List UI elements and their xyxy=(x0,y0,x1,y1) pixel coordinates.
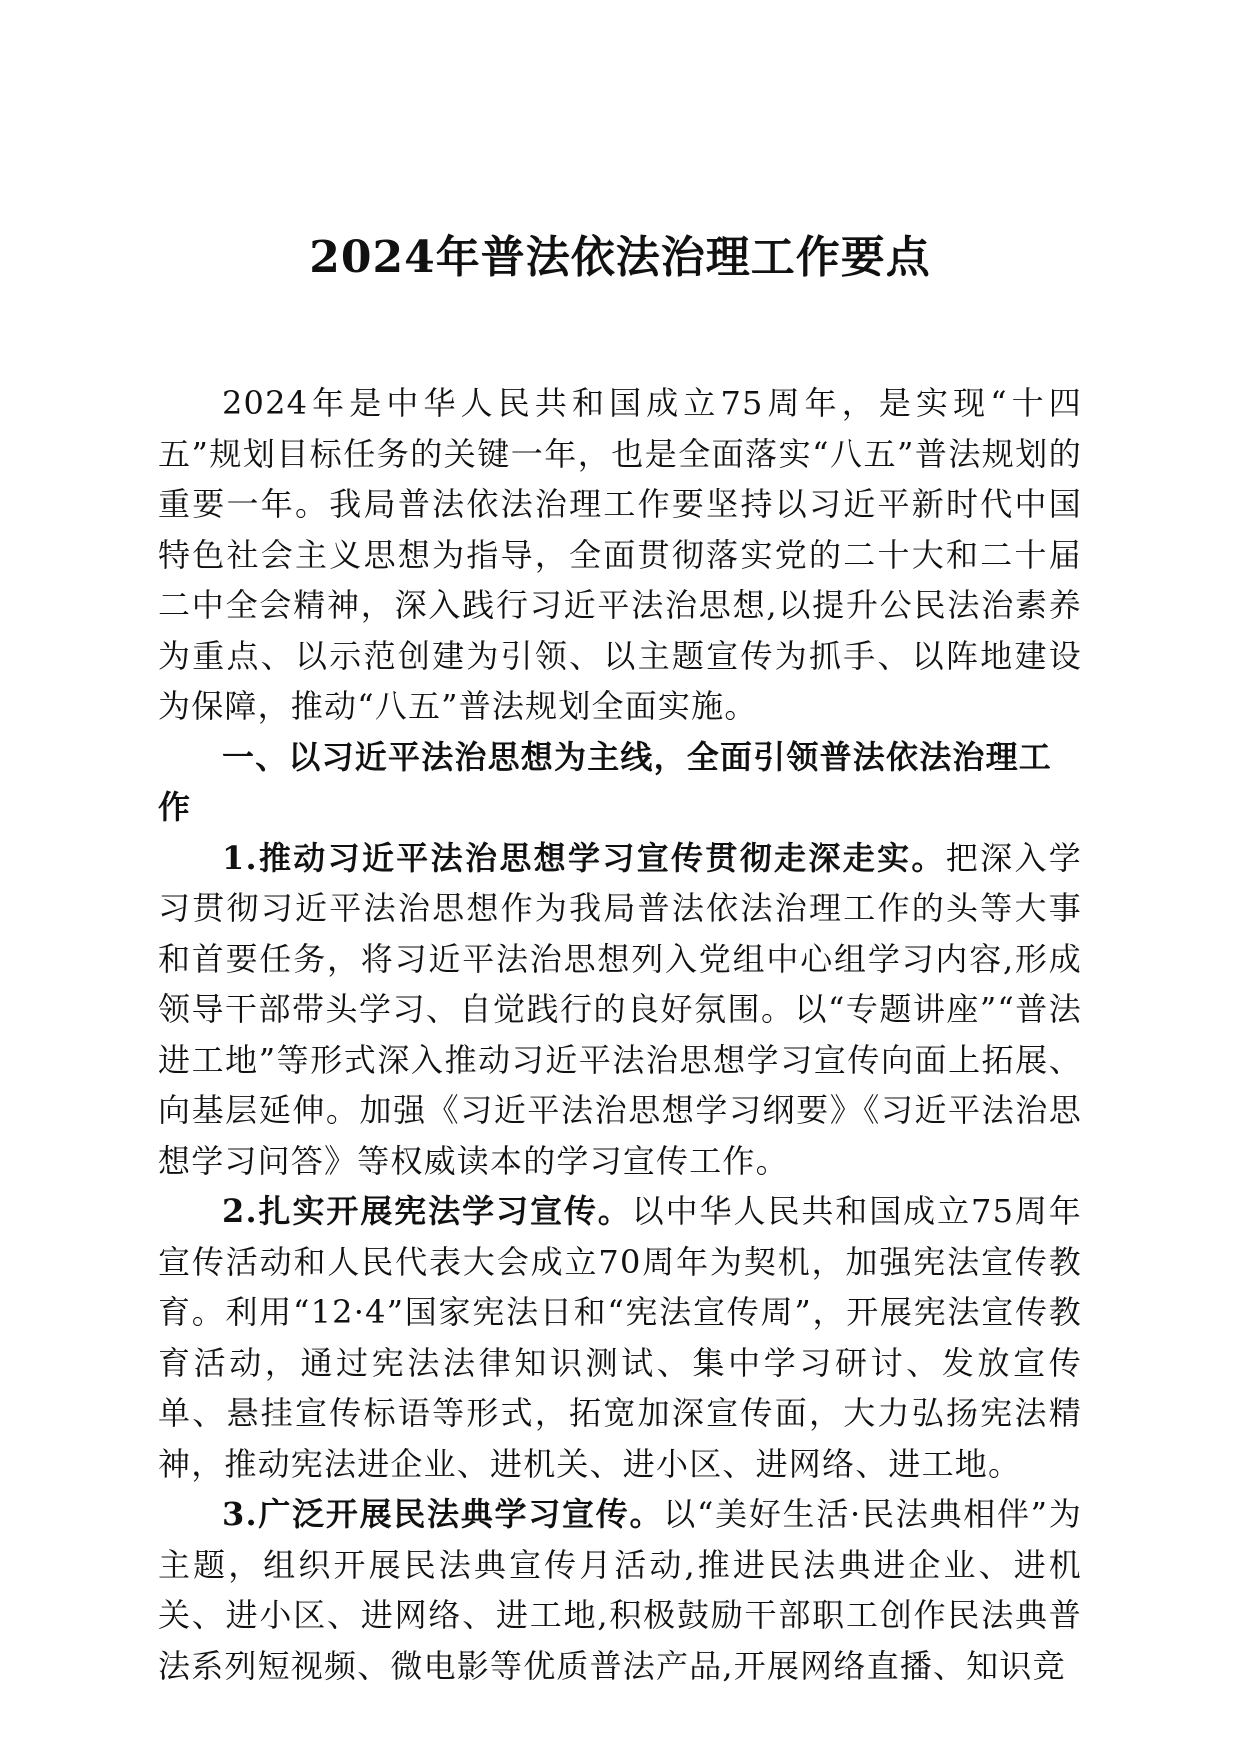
section-heading: 一、以习近平法治思想为主线，全面引领普法依法治理工作 xyxy=(158,737,1053,826)
item-body: 以中华人民共和国成立75周年宣传活动和人民代表大会成立70周年为契机，加强宪法宣传教育。利用“12·4”国家宪法日和“宪法宣传周”，开展宪法宣传教育活动，通过宪法法律知识测试、集中学习研讨、发放宣传单、悬挂宣传标语等形式，拓宽加深宣传面，大力弘扬宪法精神，推动宪法进企业、进机关、进小区、进网络、进工地。 xyxy=(158,1192,1082,1483)
document-title: 2024年普法依法治理工作要点 xyxy=(309,232,931,283)
item-lead: 1.推动习近平法治思想学习宣传贯彻走深走实。 xyxy=(222,838,946,877)
item-body: 以“美好生活·民法典相伴”为主题，组织开展民法典宣传月活动,推进民法典进企业、进机关、进小区、进网络、进工地,积极鼓励干部职工创作民法典普法系列短视频、微电影等优质普法产品,开展网络直播、知识竞 xyxy=(158,1495,1082,1685)
item-lead: 2.扎实开展宪法学习宣传。 xyxy=(222,1192,632,1230)
item-lead: 3.广泛开展民法典学习宣传。 xyxy=(222,1495,664,1533)
item-paragraph xyxy=(158,833,1082,1187)
item-paragraph xyxy=(158,1186,1082,1489)
intro-paragraph: 2024年是中华人民共和国成立75周年，是实现“十四五”规划目标任务的关键一年，也是全面落实“八五”普法规划的重要一年。我局普法依法治理工作要坚持以习近平新时代中国特色社会主义思想为指导，全面贯彻落实党的二十大和二十届二中全会精神，深入践行习近平法治思想,以提升公民法治素养为重点、以示范创建为引领、以主题宣传为抓手、以阵地建设为保障，推动“八五”普法规划全面实施。 xyxy=(158,384,1082,725)
item-body: 把深入学习贯彻习近平法治思想作为我局普法依法治理工作的头等大事和首要任务，将习近平法治思想列入党组中心组学习内容,形成领导干部带头学习、自觉践行的良好氛围。以“专题讲座”“普法进工地”等形式深入推动习近平法治思想学习宣传向面上拓展、向基层延伸。加强《习近平法治思想学习纲要》《习近平法治思想学习问答》等权威读本的学习宣传工作。 xyxy=(158,838,1082,1180)
item-paragraph xyxy=(158,1489,1082,1691)
document-body xyxy=(158,378,1082,1691)
